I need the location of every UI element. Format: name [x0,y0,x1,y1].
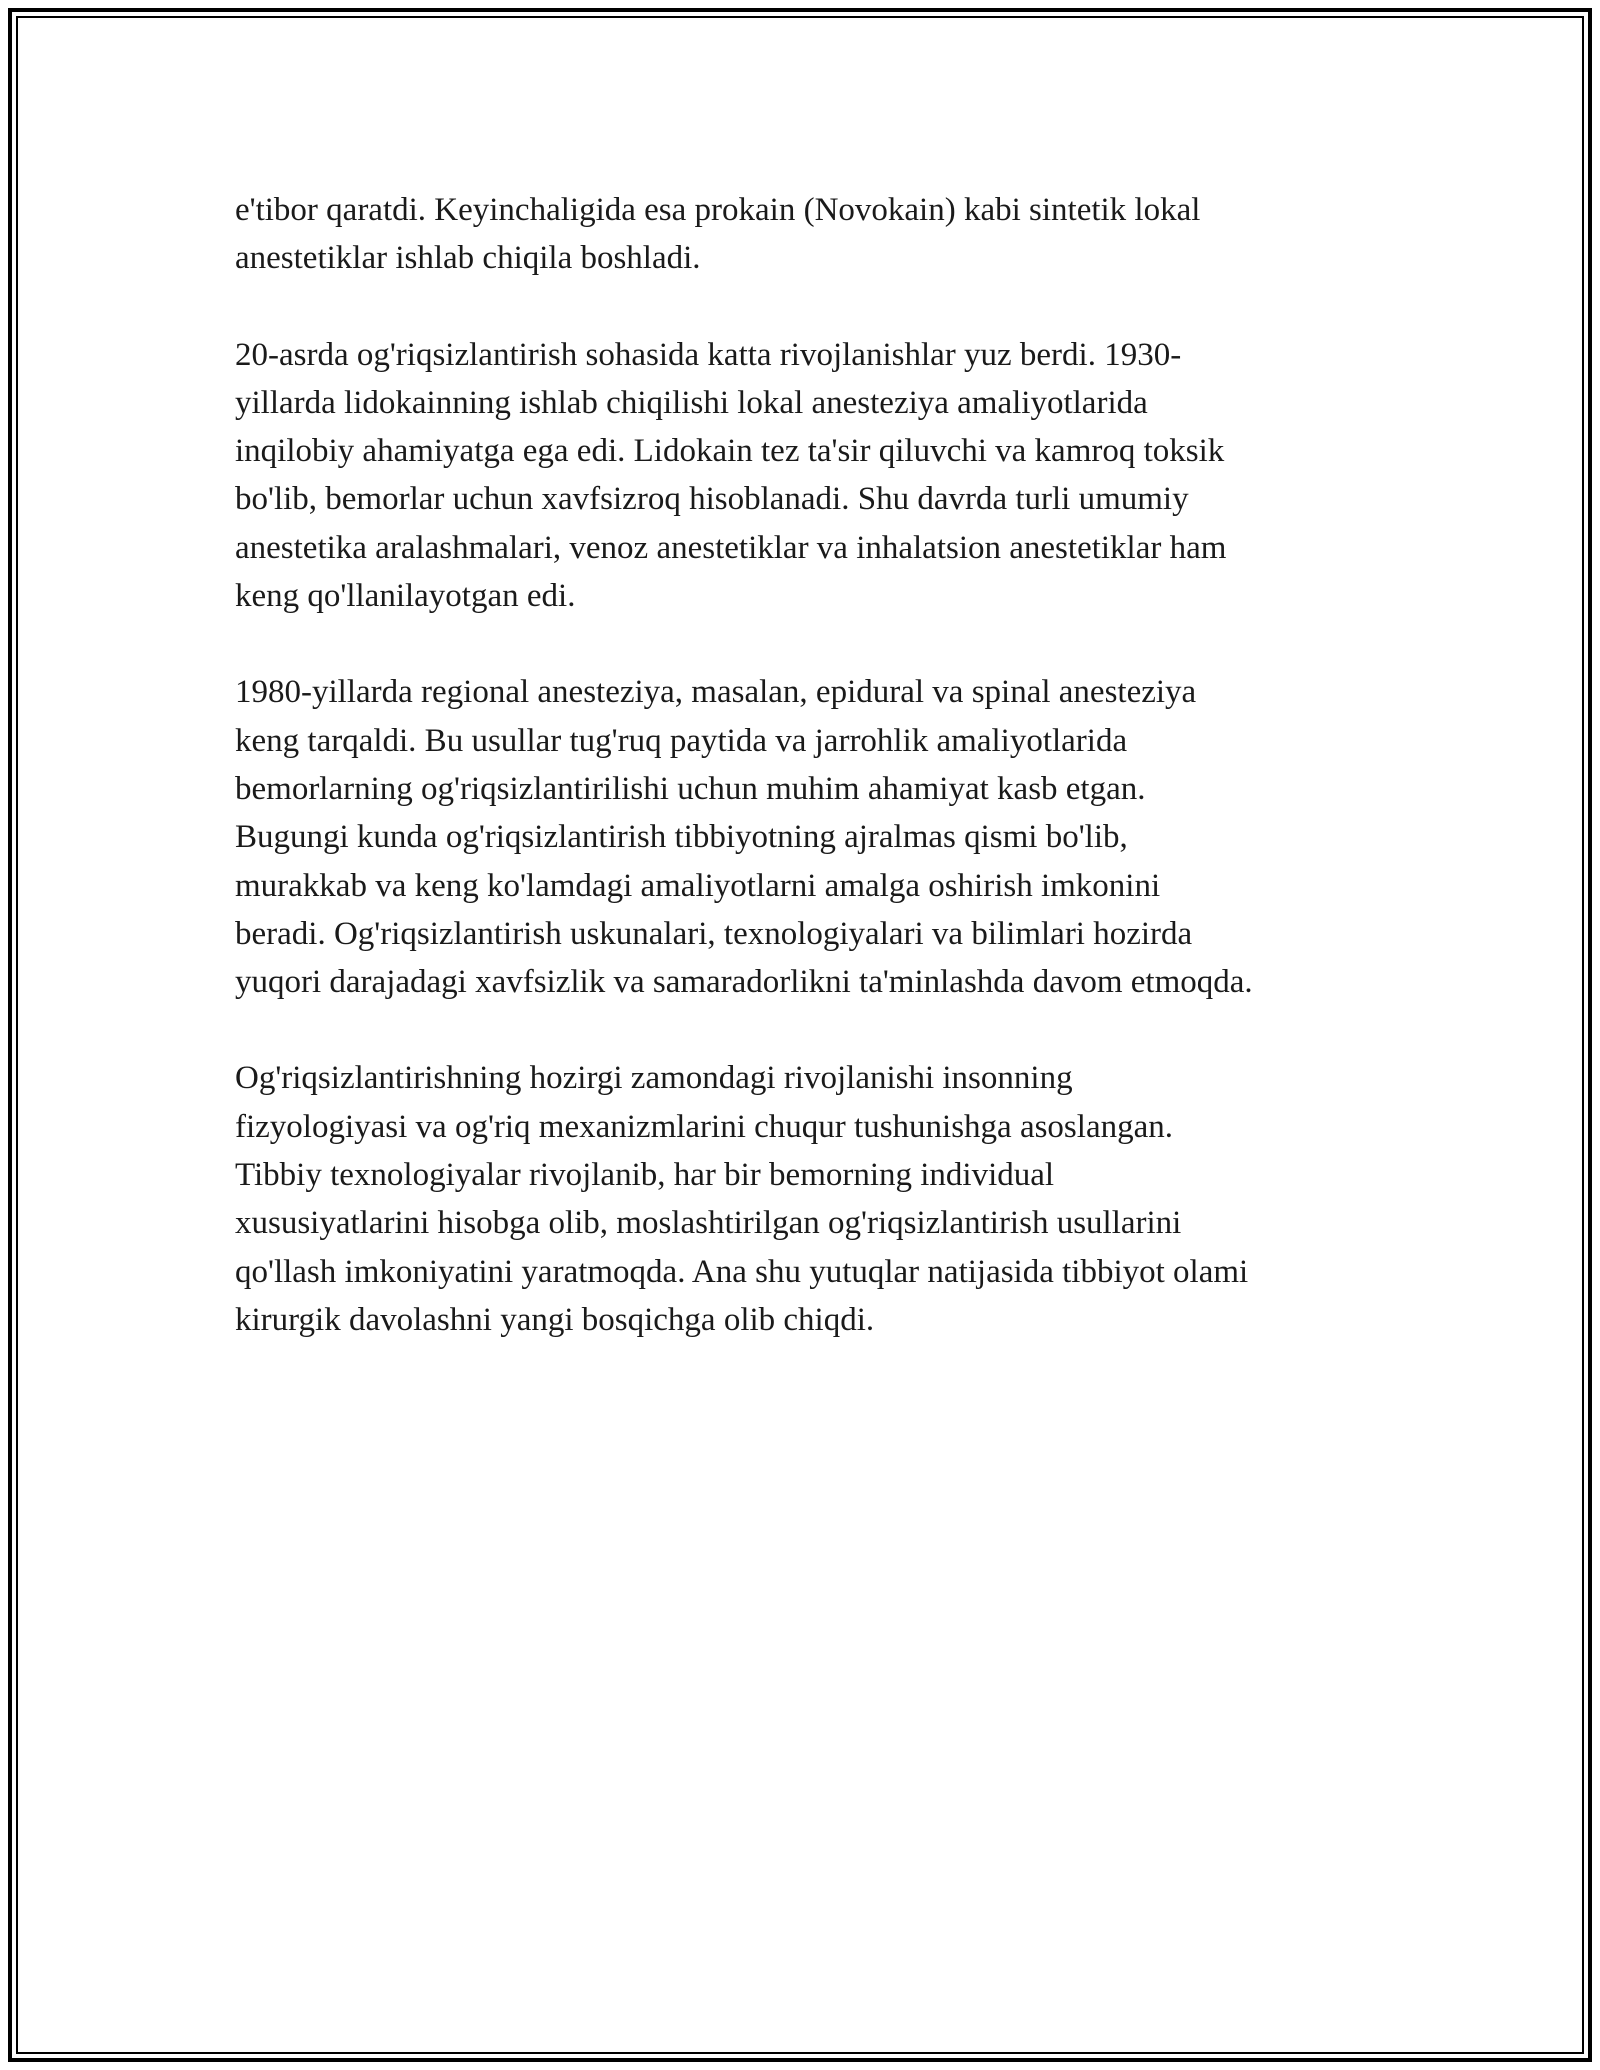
text-line: 1980-yillarda regional anesteziya, masalan, epidural va spinal anesteziya [235,674,1197,711]
text-line: Og'riqsizlantirishning hozirgi zamondagi rivojlanishi insonning [235,1060,1073,1097]
paragraph-2 [235,331,1375,621]
paragraph-1 [235,186,1375,283]
text-line: keng tarqaldi. Bu usullar tug'ruq paytida va jarrohlik amaliyotlarida [235,722,1128,759]
document-body [235,186,1375,1392]
paragraph-3 [235,668,1375,1006]
text-line: anestetika aralashmalari, venoz anestetiklar va inhalatsion anestetiklar ham [235,529,1227,566]
text-line: yuqori darajadagi xavfsizlik va samaradorlikni ta'minlashda davom etmoqda. [235,964,1253,1001]
text-line: kirurgik davolashni yangi bosqichga olib chiqdi. [235,1301,875,1338]
text-line: inqilobiy ahamiyatga ega edi. Lidokain tez ta'sir qiluvchi va kamroq toksik [235,433,1225,470]
text-line: 20-asrda og'riqsizlantirish sohasida katta rivojlanishlar yuz berdi. 1930- [235,336,1182,373]
paragraph-4 [235,1054,1375,1344]
text-line: beradi. Og'riqsizlantirish uskunalari, texnologiyalari va bilimlari hozirda [235,915,1193,952]
text-line: murakkab va keng ko'lamdagi amaliyotlarni amalga oshirish imkonini [235,867,1161,904]
text-line: anestetiklar ishlab chiqila boshladi. [235,240,701,277]
text-line: keng qo'llanilayotgan edi. [235,578,576,615]
text-line: xususiyatlarini hisobga olib, moslashtirilgan og'riqsizlantirish usullarini [235,1205,1182,1242]
text-line: qo'llash imkoniyatini yaratmoqda. Ana shu yutuqlar natijasida tibbiyot olami [235,1253,1249,1290]
text-line: bo'lib, bemorlar uchun xavfsizroq hisoblanadi. Shu davrda turli umumiy [235,481,1189,518]
text-line: e'tibor qaratdi. Keyinchaligida esa prokain (Novokain) kabi sintetik lokal [235,192,1201,228]
text-line: Bugungi kunda og'riqsizlantirish tibbiyotning ajralmas qismi bo'lib, [235,819,1128,856]
text-line: Tibbiy texnologiyalar rivojlanib, har bir bemorning individual [235,1157,1055,1194]
text-line: bemorlarning og'riqsizlantirilishi uchun muhim ahamiyat kasb etgan. [235,770,1146,807]
text-line: yillarda lidokainning ishlab chiqilishi lokal anesteziya amaliyotlarida [235,384,1148,421]
text-line: fizyologiyasi va og'riq mexanizmlarini chuqur tushunishga asoslangan. [235,1108,1173,1145]
